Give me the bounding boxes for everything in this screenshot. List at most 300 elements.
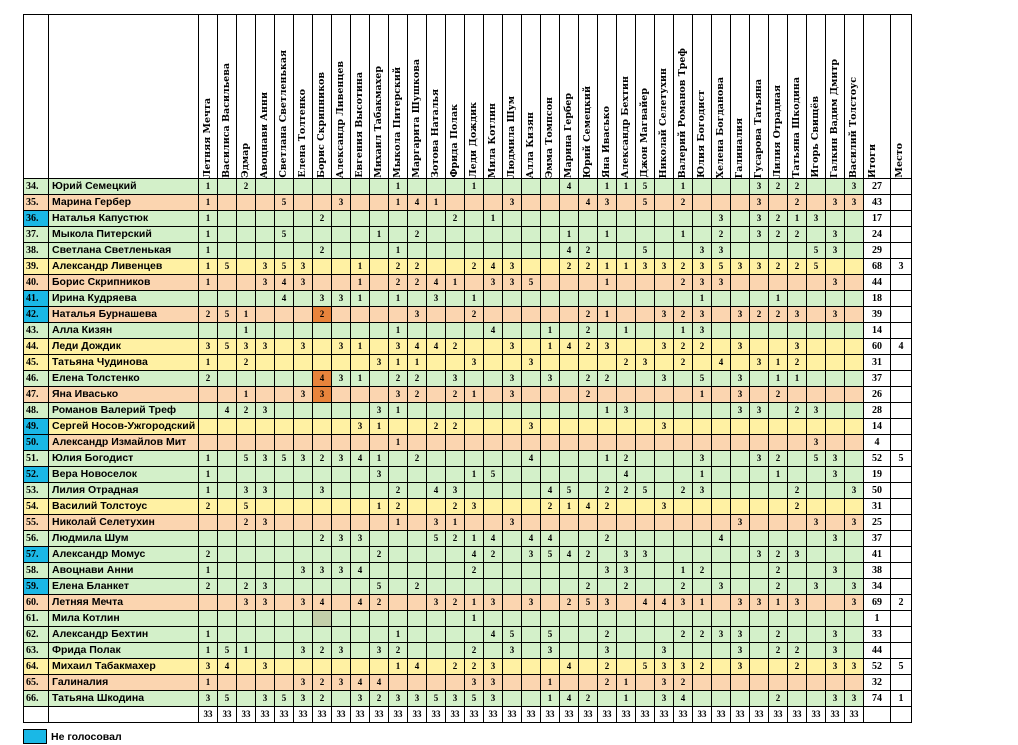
participant-name: Мила Котлин: [49, 611, 199, 627]
vote-cell: 3: [503, 387, 522, 403]
vote-cell: [275, 627, 294, 643]
participant-name: Фрида Полак: [49, 643, 199, 659]
participant-name: Елена Толстенко: [49, 371, 199, 387]
vote-cell: 2: [465, 563, 484, 579]
participant-name: Авоцнави Анни: [49, 563, 199, 579]
vote-cell: 3: [845, 691, 864, 707]
table-row: [24, 275, 912, 291]
vote-cell: 2: [313, 531, 332, 547]
row-total: 32: [864, 675, 891, 691]
vote-cell: [237, 195, 256, 211]
vote-cell: [465, 195, 484, 211]
participant-name: Леди Дождик: [49, 339, 199, 355]
footer-count: 33: [427, 707, 446, 723]
column-header-label: Хелена Богданова: [715, 76, 726, 178]
participant-name: Вера Новоселок: [49, 467, 199, 483]
vote-cell: [294, 579, 313, 595]
participant-name: Людмила Шум: [49, 531, 199, 547]
table-row: [24, 467, 912, 483]
vote-cell: [674, 467, 693, 483]
footer-count: 33: [351, 707, 370, 723]
vote-cell: [389, 451, 408, 467]
vote-cell: [465, 515, 484, 531]
vote-cell: [408, 595, 427, 611]
vote-cell: 3: [522, 355, 541, 371]
vote-cell: [351, 403, 370, 419]
vote-cell: [351, 195, 370, 211]
vote-cell: 1: [237, 387, 256, 403]
vote-cell: [218, 627, 237, 643]
vote-cell: 3: [294, 595, 313, 611]
vote-cell: [541, 659, 560, 675]
vote-cell: 2: [408, 451, 427, 467]
vote-cell: [693, 499, 712, 515]
row-place: [891, 227, 912, 243]
vote-cell: 3: [446, 371, 465, 387]
table-row: [24, 195, 912, 211]
vote-cell: 1: [199, 643, 218, 659]
vote-cell: [617, 419, 636, 435]
vote-cell: 1: [788, 371, 807, 387]
vote-cell: [636, 275, 655, 291]
row-total: 19: [864, 467, 891, 483]
vote-cell: [522, 211, 541, 227]
vote-cell: 3: [655, 691, 674, 707]
vote-cell: 2: [465, 659, 484, 675]
vote-cell: 2: [769, 227, 788, 243]
vote-cell: [560, 355, 579, 371]
vote-cell: [484, 579, 503, 595]
vote-cell: 2: [408, 371, 427, 387]
vote-cell: 3: [826, 275, 845, 291]
vote-cell: [522, 195, 541, 211]
vote-cell: [845, 227, 864, 243]
vote-cell: [484, 179, 503, 195]
vote-cell: [788, 451, 807, 467]
vote-cell: [522, 403, 541, 419]
vote-cell: [522, 227, 541, 243]
vote-cell: [636, 419, 655, 435]
vote-cell: [522, 483, 541, 499]
vote-cell: 2: [408, 275, 427, 291]
vote-cell: [408, 179, 427, 195]
footer-count: 33: [370, 707, 389, 723]
column-header-label: Игорь Свищёв: [810, 96, 821, 178]
vote-cell: [503, 419, 522, 435]
vote-cell: [294, 419, 313, 435]
vote-cell: [541, 259, 560, 275]
vote-cell: 1: [199, 195, 218, 211]
vote-cell: [541, 451, 560, 467]
vote-cell: [484, 291, 503, 307]
vote-cell: [731, 483, 750, 499]
vote-cell: 2: [370, 595, 389, 611]
vote-cell: 1: [598, 179, 617, 195]
vote-cell: [237, 435, 256, 451]
vote-cell: [446, 291, 465, 307]
vote-cell: [617, 659, 636, 675]
vote-cell: [579, 355, 598, 371]
vote-cell: [826, 595, 845, 611]
row-place: [891, 611, 912, 627]
vote-cell: [389, 227, 408, 243]
vote-cell: [788, 435, 807, 451]
vote-cell: [427, 387, 446, 403]
vote-cell: [218, 579, 237, 595]
vote-cell: [446, 259, 465, 275]
vote-cell: [731, 531, 750, 547]
vote-cell: 4: [712, 355, 731, 371]
vote-cell: [275, 579, 294, 595]
vote-cell: 2: [674, 259, 693, 275]
vote-cell: [541, 515, 560, 531]
vote-cell: [750, 323, 769, 339]
vote-cell: [845, 355, 864, 371]
vote-cell: 3: [332, 371, 351, 387]
row-total: 28: [864, 403, 891, 419]
row-number: 62.: [24, 627, 49, 643]
vote-cell: 3: [332, 339, 351, 355]
vote-cell: 1: [199, 259, 218, 275]
vote-cell: [541, 275, 560, 291]
vote-cell: [598, 323, 617, 339]
vote-cell: 2: [788, 227, 807, 243]
vote-cell: 3: [484, 275, 503, 291]
column-header: [465, 15, 484, 179]
vote-cell: [845, 387, 864, 403]
vote-cell: [845, 467, 864, 483]
vote-cell: [256, 627, 275, 643]
vote-cell: 2: [389, 483, 408, 499]
vote-cell: [370, 371, 389, 387]
vote-cell: 3: [332, 195, 351, 211]
vote-cell: [256, 563, 275, 579]
vote-cell: 2: [598, 483, 617, 499]
vote-cell: 2: [617, 451, 636, 467]
vote-cell: [484, 643, 503, 659]
vote-cell: [389, 563, 408, 579]
vote-cell: [484, 451, 503, 467]
vote-cell: 2: [769, 307, 788, 323]
participant-name: Василий Толстоус: [49, 499, 199, 515]
vote-cell: [351, 179, 370, 195]
vote-cell: [674, 499, 693, 515]
vote-cell: 5: [218, 643, 237, 659]
vote-cell: [465, 275, 484, 291]
vote-cell: [579, 451, 598, 467]
vote-cell: 3: [313, 483, 332, 499]
column-header: [484, 15, 503, 179]
vote-cell: [693, 611, 712, 627]
vote-cell: [693, 403, 712, 419]
vote-cell: [503, 291, 522, 307]
vote-cell: [313, 403, 332, 419]
vote-cell: 3: [503, 515, 522, 531]
row-number: 40.: [24, 275, 49, 291]
vote-cell: 3: [788, 547, 807, 563]
vote-cell: [750, 467, 769, 483]
vote-cell: 3: [655, 499, 674, 515]
table-row: [24, 611, 912, 627]
vote-cell: [199, 515, 218, 531]
vote-cell: [332, 179, 351, 195]
vote-cell: [636, 339, 655, 355]
vote-cell: 4: [427, 275, 446, 291]
vote-cell: 3: [674, 659, 693, 675]
vote-cell: 3: [427, 291, 446, 307]
vote-cell: 1: [617, 323, 636, 339]
vote-cell: 3: [788, 307, 807, 323]
vote-cell: [389, 547, 408, 563]
vote-cell: [560, 675, 579, 691]
vote-cell: [807, 627, 826, 643]
vote-cell: 4: [408, 339, 427, 355]
vote-cell: [712, 195, 731, 211]
participant-name: Борис Скрипников: [49, 275, 199, 291]
vote-cell: [541, 467, 560, 483]
vote-cell: [484, 355, 503, 371]
vote-cell: [807, 691, 826, 707]
vote-cell: [294, 467, 313, 483]
row-place: [891, 467, 912, 483]
vote-cell: 2: [769, 627, 788, 643]
vote-cell: 2: [465, 643, 484, 659]
vote-cell: [503, 451, 522, 467]
vote-cell: [408, 515, 427, 531]
vote-cell: 3: [826, 563, 845, 579]
vote-cell: [408, 563, 427, 579]
vote-cell: [294, 371, 313, 387]
vote-cell: [655, 547, 674, 563]
vote-cell: [769, 499, 788, 515]
vote-cell: 3: [693, 483, 712, 499]
vote-cell: [560, 451, 579, 467]
vote-cell: [674, 515, 693, 531]
vote-cell: 4: [275, 275, 294, 291]
vote-cell: [693, 691, 712, 707]
vote-cell: 1: [769, 467, 788, 483]
vote-cell: [313, 275, 332, 291]
vote-cell: 4: [275, 291, 294, 307]
vote-cell: 2: [674, 579, 693, 595]
vote-cell: 1: [199, 179, 218, 195]
vote-cell: [427, 611, 446, 627]
vote-cell: 3: [655, 675, 674, 691]
vote-cell: 1: [598, 451, 617, 467]
vote-cell: 4: [560, 659, 579, 675]
vote-cell: [370, 323, 389, 339]
legend: [23, 729, 122, 744]
row-place: [891, 179, 912, 195]
row-number: 50.: [24, 435, 49, 451]
vote-cell: 4: [427, 483, 446, 499]
vote-cell: [332, 211, 351, 227]
table-row: [24, 547, 912, 563]
vote-cell: [218, 451, 237, 467]
vote-cell: 3: [712, 579, 731, 595]
vote-cell: [237, 691, 256, 707]
vote-cell: [351, 211, 370, 227]
vote-cell: 2: [560, 595, 579, 611]
vote-cell: [655, 451, 674, 467]
vote-cell: [541, 563, 560, 579]
vote-cell: 2: [769, 211, 788, 227]
vote-cell: 3: [256, 275, 275, 291]
vote-cell: [237, 467, 256, 483]
vote-cell: 3: [313, 563, 332, 579]
vote-cell: [503, 403, 522, 419]
vote-cell: [199, 403, 218, 419]
row-number: 65.: [24, 675, 49, 691]
vote-cell: 3: [598, 563, 617, 579]
table-row: [24, 531, 912, 547]
column-header: [693, 15, 712, 179]
vote-cell: [465, 579, 484, 595]
vote-cell: [731, 275, 750, 291]
vote-cell: [769, 243, 788, 259]
vote-cell: [617, 435, 636, 451]
vote-cell: [351, 387, 370, 403]
vote-cell: [845, 531, 864, 547]
vote-cell: [560, 403, 579, 419]
vote-cell: 3: [636, 355, 655, 371]
vote-cell: [541, 403, 560, 419]
vote-cell: [370, 259, 389, 275]
vote-cell: [693, 531, 712, 547]
vote-cell: [237, 659, 256, 675]
vote-cell: [750, 387, 769, 403]
vote-cell: [256, 371, 275, 387]
row-number: 53.: [24, 483, 49, 499]
vote-cell: [769, 419, 788, 435]
vote-cell: [218, 499, 237, 515]
vote-cell: [712, 419, 731, 435]
row-place: [891, 579, 912, 595]
column-header: [617, 15, 636, 179]
vote-cell: 3: [370, 643, 389, 659]
table-row: [24, 675, 912, 691]
vote-cell: [731, 675, 750, 691]
vote-cell: 4: [579, 195, 598, 211]
vote-cell: 2: [788, 195, 807, 211]
vote-cell: [598, 211, 617, 227]
vote-cell: [275, 323, 294, 339]
row-total: 68: [864, 259, 891, 275]
vote-cell: 3: [256, 483, 275, 499]
vote-cell: 3: [845, 483, 864, 499]
vote-cell: [332, 659, 351, 675]
vote-cell: [712, 387, 731, 403]
vote-cell: [218, 355, 237, 371]
vote-cell: 3: [807, 515, 826, 531]
vote-cell: [503, 547, 522, 563]
row-place: [891, 547, 912, 563]
vote-cell: [275, 211, 294, 227]
vote-cell: [750, 643, 769, 659]
vote-cell: 1: [370, 419, 389, 435]
vote-cell: 3: [503, 643, 522, 659]
vote-cell: [294, 659, 313, 675]
footer-count: 33: [731, 707, 750, 723]
vote-cell: [446, 643, 465, 659]
vote-cell: [408, 435, 427, 451]
column-header: [503, 15, 522, 179]
vote-cell: [731, 611, 750, 627]
vote-cell: [769, 275, 788, 291]
vote-cell: 1: [465, 611, 484, 627]
vote-cell: [294, 627, 313, 643]
vote-cell: [655, 179, 674, 195]
vote-cell: [731, 291, 750, 307]
vote-cell: [731, 211, 750, 227]
vote-cell: [408, 243, 427, 259]
vote-cell: 3: [598, 643, 617, 659]
vote-cell: 1: [465, 595, 484, 611]
vote-cell: 5: [636, 659, 655, 675]
row-place: [891, 563, 912, 579]
row-total: 17: [864, 211, 891, 227]
vote-cell: [199, 323, 218, 339]
vote-cell: [636, 643, 655, 659]
vote-cell: [845, 275, 864, 291]
vote-cell: [655, 435, 674, 451]
vote-cell: [408, 291, 427, 307]
vote-cell: [446, 547, 465, 563]
vote-cell: 3: [731, 403, 750, 419]
vote-cell: [845, 675, 864, 691]
vote-cell: [522, 243, 541, 259]
vote-cell: [655, 323, 674, 339]
footer-count: 33: [446, 707, 465, 723]
row-number: 34.: [24, 179, 49, 195]
vote-cell: 3: [446, 483, 465, 499]
vote-cell: [427, 307, 446, 323]
vote-cell: [427, 547, 446, 563]
row-place: 2: [891, 595, 912, 611]
vote-cell: 3: [731, 259, 750, 275]
vote-cell: 1: [674, 227, 693, 243]
vote-cell: [636, 467, 655, 483]
row-total: 52: [864, 659, 891, 675]
vote-cell: 2: [598, 499, 617, 515]
vote-cell: [712, 499, 731, 515]
vote-cell: [579, 515, 598, 531]
vote-cell: [826, 211, 845, 227]
vote-cell: 3: [731, 387, 750, 403]
vote-cell: [446, 563, 465, 579]
vote-cell: [788, 467, 807, 483]
vote-cell: 3: [731, 643, 750, 659]
vote-cell: [294, 195, 313, 211]
vote-cell: [313, 611, 332, 627]
vote-cell: 3: [446, 691, 465, 707]
vote-cell: 3: [826, 627, 845, 643]
vote-cell: [332, 499, 351, 515]
vote-cell: [522, 659, 541, 675]
vote-cell: 3: [294, 259, 313, 275]
row-number: 59.: [24, 579, 49, 595]
vote-cell: [636, 227, 655, 243]
footer-count: 33: [579, 707, 598, 723]
vote-cell: [503, 179, 522, 195]
vote-cell: [332, 691, 351, 707]
vote-cell: 2: [788, 499, 807, 515]
vote-cell: [712, 323, 731, 339]
vote-cell: 2: [370, 547, 389, 563]
vote-cell: 3: [693, 243, 712, 259]
vote-cell: [674, 211, 693, 227]
column-header-label: Джон Магвайер: [639, 88, 650, 178]
